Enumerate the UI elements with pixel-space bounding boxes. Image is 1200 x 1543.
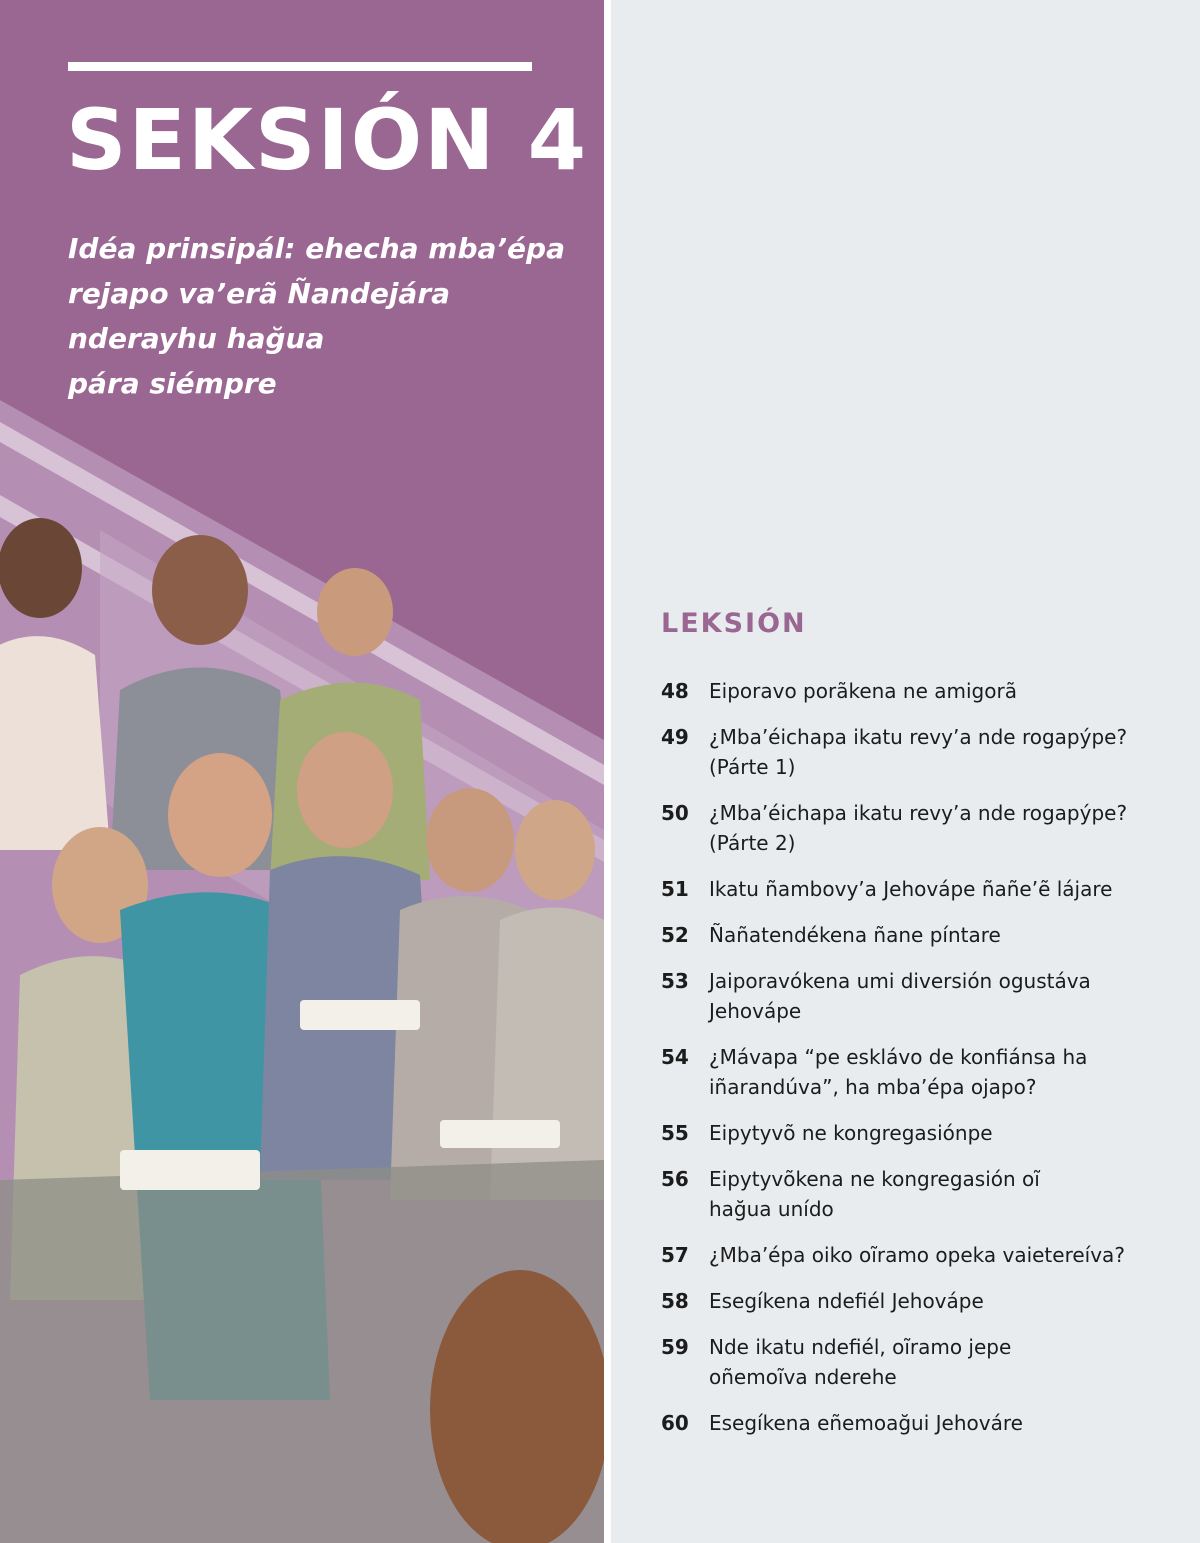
lesson-number: 49 [661,725,689,749]
lesson-item[interactable] [661,920,1181,950]
lesson-title-line: Nde ikatu ndefiél, oĩramo jepe [709,1335,1012,1359]
panel-divider [604,0,611,1543]
lesson-title [709,722,1127,782]
lesson-number: 50 [661,801,689,825]
lesson-list [661,676,1181,1454]
lesson-title-line: (Párte 1) [709,755,796,779]
lesson-number: 54 [661,1045,689,1069]
lesson-item[interactable] [661,1240,1181,1270]
lesson-title-line: Jaiporavókena umi diversión ogustáva [709,969,1091,993]
lesson-number: 59 [661,1335,689,1359]
lesson-title-line: Esegíkena eñemoağui Jehováre [709,1411,1023,1435]
main-idea [68,226,588,406]
lesson-title [709,874,1112,904]
lesson-number: 51 [661,877,689,901]
lesson-title [709,1164,1040,1224]
lesson-title-line: oñemoĩva nderehe [709,1365,897,1389]
lesson-title [709,920,1001,950]
lesson-number: 53 [661,969,689,993]
lesson-item[interactable] [661,1286,1181,1316]
main-idea-line: pára siémpre [68,367,277,400]
lesson-number: 58 [661,1289,689,1313]
lesson-item[interactable] [661,798,1181,858]
congregation-illustration [0,400,604,1543]
main-idea-line: rejapo va’erã Ñandejára [68,277,451,310]
lesson-title-line: Eiporavo porãkena ne amigorã [709,679,1017,703]
lesson-item[interactable] [661,1118,1181,1148]
lesson-item[interactable] [661,1408,1181,1438]
lesson-number: 60 [661,1411,689,1435]
lesson-item[interactable] [661,966,1181,1026]
lesson-title-line: iñarandúva”, ha mba’épa ojapo? [709,1075,1037,1099]
lesson-title-line: Eipytyvõ ne kongregasiónpe [709,1121,993,1145]
lesson-title [709,1042,1087,1102]
lesson-item[interactable] [661,676,1181,706]
lesson-title [709,1408,1023,1438]
lessons-heading: LEKSIÓN [661,608,807,639]
lesson-item[interactable] [661,1332,1181,1392]
lesson-number: 57 [661,1243,689,1267]
lesson-title-line: ¿Mba’éichapa ikatu revy’a nde rogapýpe? [709,801,1128,825]
lesson-title-line: Ikatu ñambovy’a Jehovápe ñañe’ẽ lájare [709,877,1113,901]
section-title: SEKSIÓN 4 [66,91,589,189]
lesson-title [709,1332,1011,1392]
lesson-item[interactable] [661,1164,1181,1224]
lesson-number: 56 [661,1167,689,1191]
lesson-title [709,676,1017,706]
lesson-title [709,1240,1125,1270]
lesson-item[interactable] [661,874,1181,904]
lesson-number: 52 [661,923,689,947]
lesson-title-line: (Párte 2) [709,831,796,855]
main-idea-line: Idéa prinsipál: ehecha mba’épa [68,232,565,265]
lesson-title-line: Eipytyvõkena ne kongregasión oĩ [709,1167,1040,1191]
lesson-item[interactable] [661,722,1181,782]
lesson-title-line: ¿Mba’épa oiko oĩramo opeka vaietereíva? [709,1243,1125,1267]
lesson-number: 48 [661,679,689,703]
lesson-title [709,1286,984,1316]
lesson-title-line: Esegíkena ndefiél Jehovápe [709,1289,984,1313]
lesson-title-line: ¿Mba’éichapa ikatu revy’a nde rogapýpe? [709,725,1128,749]
main-idea-line: nderayhu hağua [68,322,325,355]
lesson-title-line: Ñañatendékena ñane píntare [709,923,1001,947]
lesson-item[interactable] [661,1042,1181,1102]
lesson-title [709,1118,993,1148]
lesson-title [709,798,1127,858]
lesson-title-line: Jehovápe [709,999,802,1023]
lesson-title-line: ¿Mávapa “pe esklávo de konfiánsa ha [709,1045,1088,1069]
lesson-title [709,966,1091,1026]
lesson-number: 55 [661,1121,689,1145]
lesson-title-line: hağua unído [709,1197,834,1221]
top-rule [68,62,532,71]
